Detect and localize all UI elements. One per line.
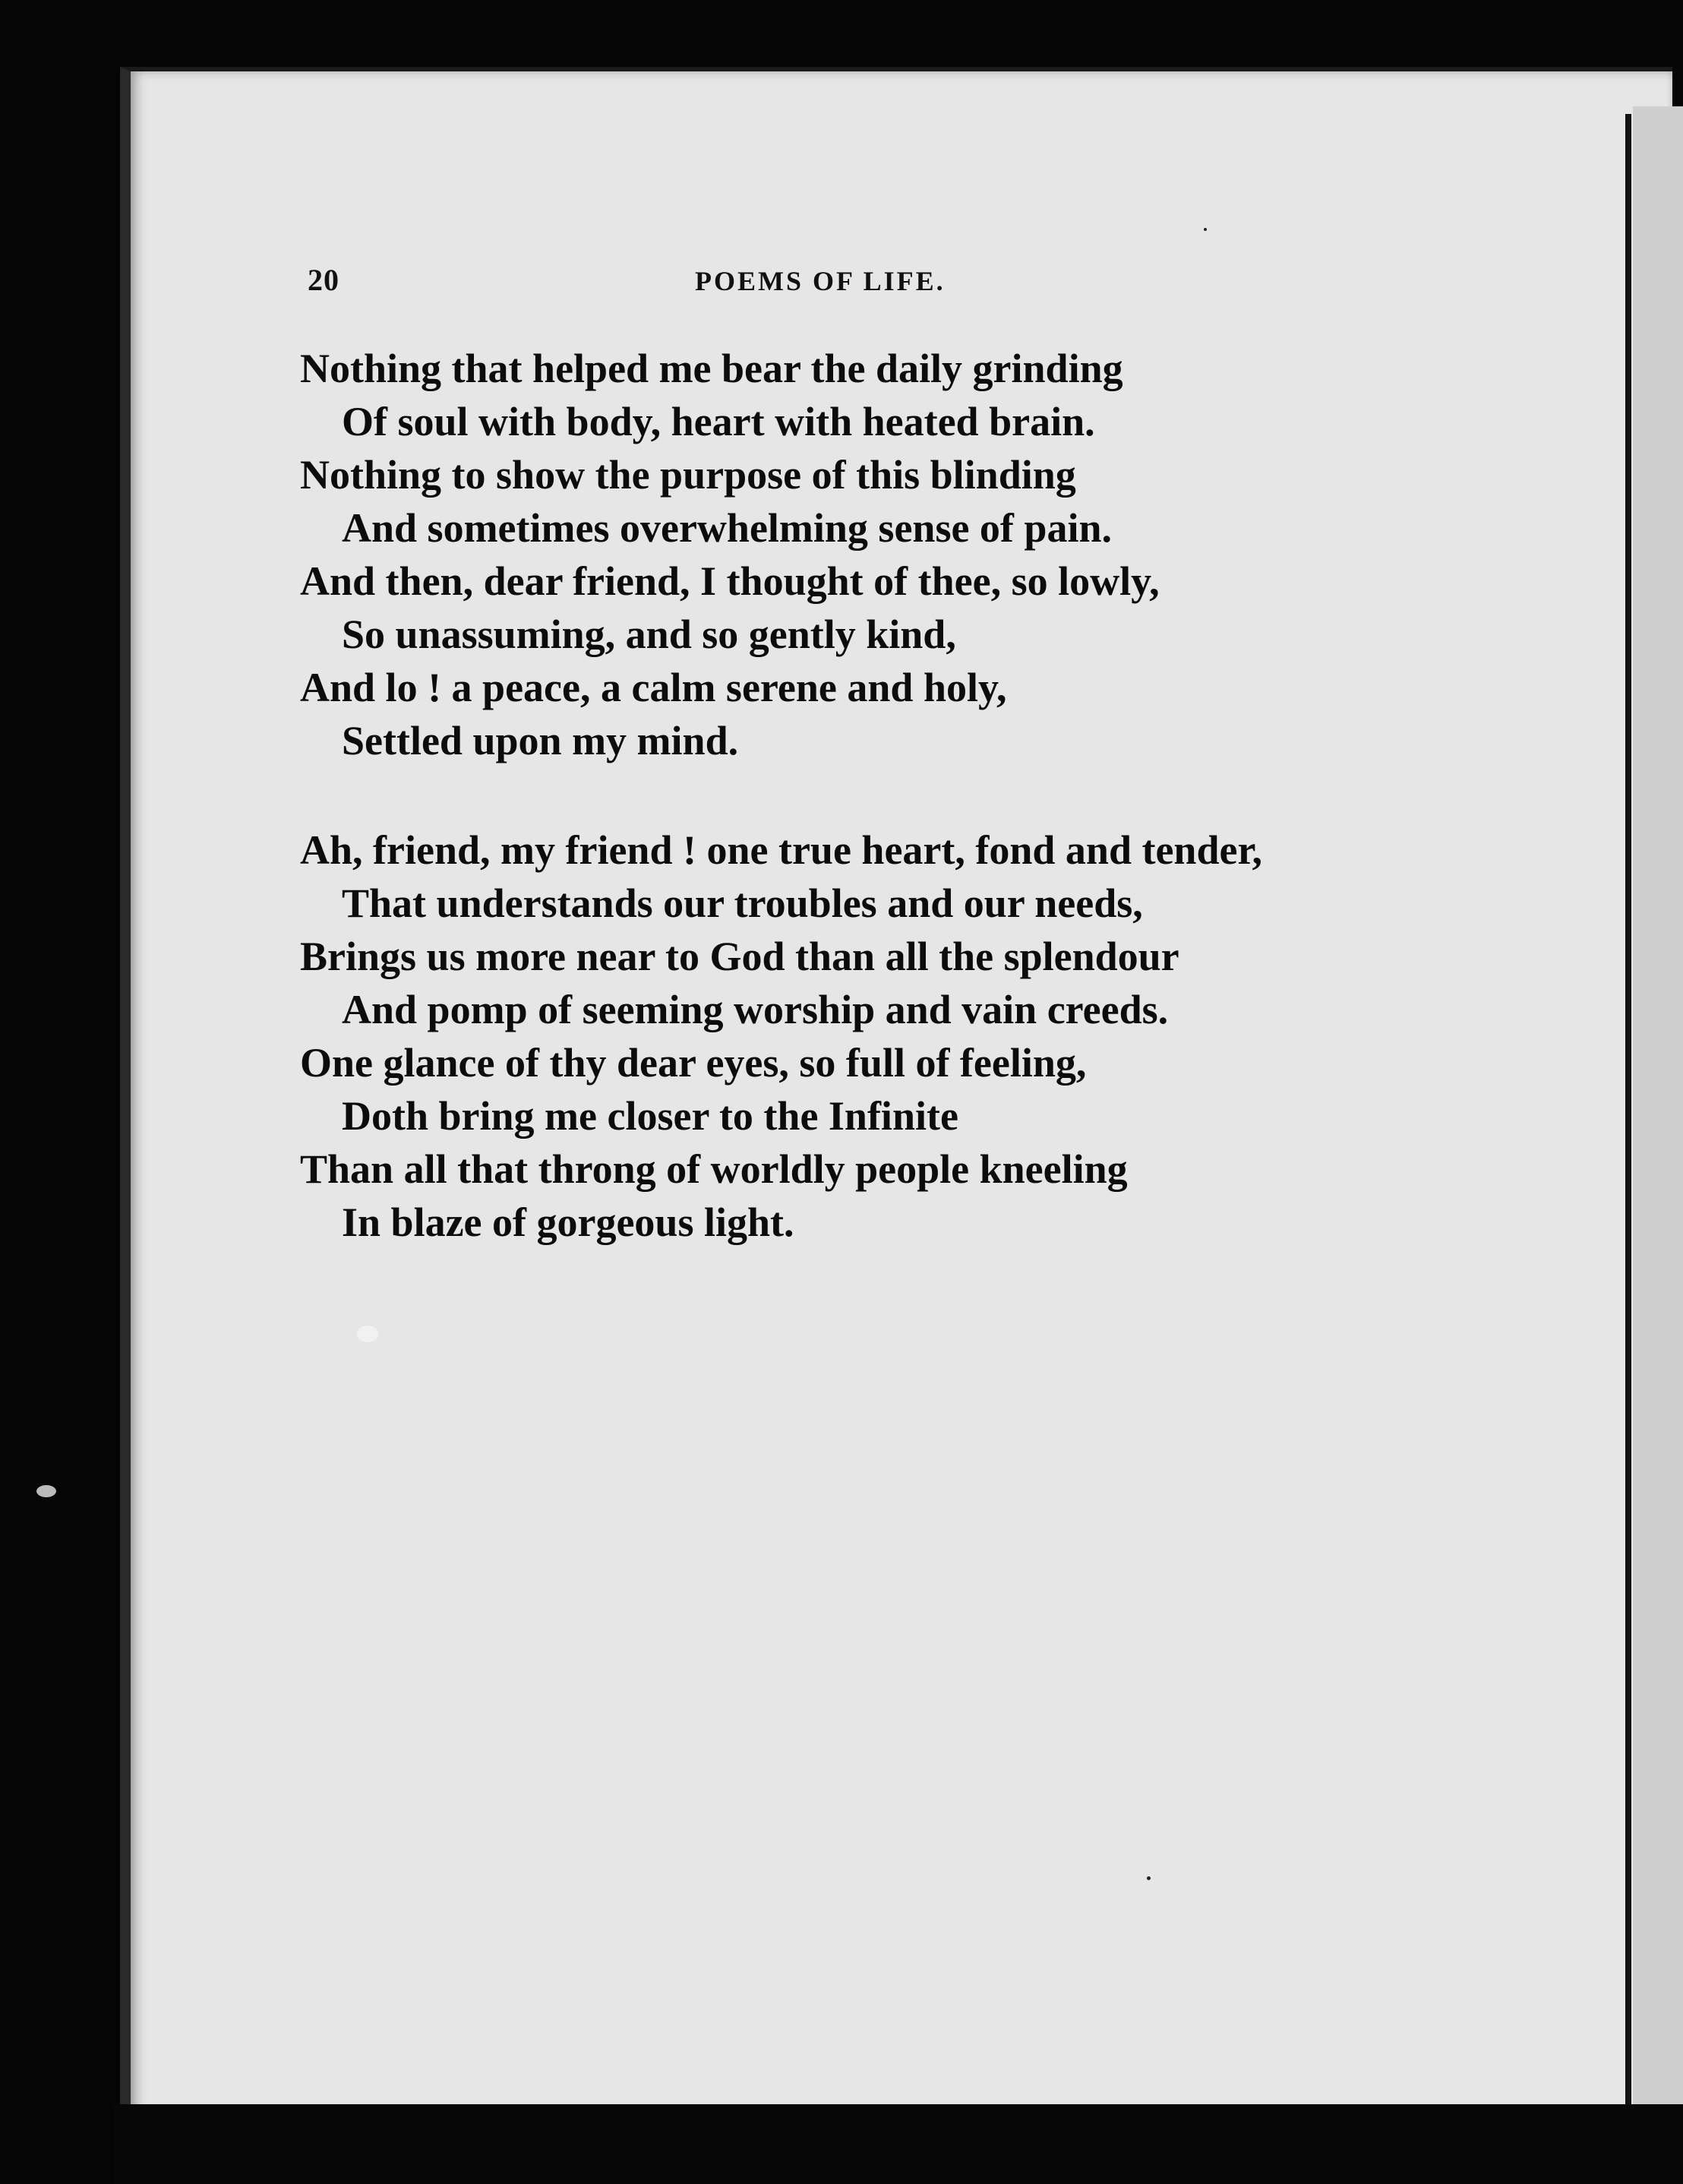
poem-line: So unassuming, and so gently kind, — [342, 612, 956, 657]
poem-line: Ah, friend, my friend ! one true heart, fond and tender, — [300, 827, 1262, 873]
poem-line: And lo ! a peace, a calm serene and holy, — [300, 665, 1007, 710]
poem-line: One glance of thy dear eyes, so full of feeling, — [300, 1040, 1087, 1086]
poem-line: And sometimes overwhelming sense of pain. — [342, 505, 1112, 551]
poem-line: Than all that throng of worldly people kneeling — [300, 1146, 1128, 1192]
poem-line: Nothing to show the purpose of this blinding — [300, 452, 1076, 498]
running-head: POEMS OF LIFE. — [695, 266, 946, 296]
page-header — [308, 262, 1492, 308]
dust-speck — [1147, 1876, 1151, 1880]
stanza — [300, 342, 1485, 767]
stanza — [300, 823, 1485, 1249]
poem-line: And pomp of seeming worship and vain creeds. — [342, 987, 1169, 1032]
poem-line: In blaze of gorgeous light. — [342, 1199, 794, 1245]
bottom-border — [114, 2104, 1683, 2184]
poem-line: Settled upon my mind. — [342, 718, 739, 763]
poem-line: Doth bring me closer to the Infinite — [342, 1093, 958, 1139]
poem-line: Brings us more near to God than all the splendour — [300, 934, 1179, 979]
facing-page-edge — [1633, 106, 1683, 2112]
paper-blemish — [357, 1326, 378, 1342]
dust-speck — [1204, 228, 1207, 231]
dust-speck — [36, 1485, 56, 1497]
poem-line: That understands our troubles and our needs, — [342, 880, 1143, 926]
page-gutter — [1625, 114, 1631, 2104]
poem-line: Of soul with body, heart with heated brain. — [342, 399, 1095, 444]
poem-body — [300, 342, 1485, 1249]
poem-line: Nothing that helped me bear the daily grinding — [300, 346, 1123, 391]
page-number: 20 — [308, 263, 339, 297]
poem-line: And then, dear friend, I thought of thee, so lowly, — [300, 558, 1160, 604]
